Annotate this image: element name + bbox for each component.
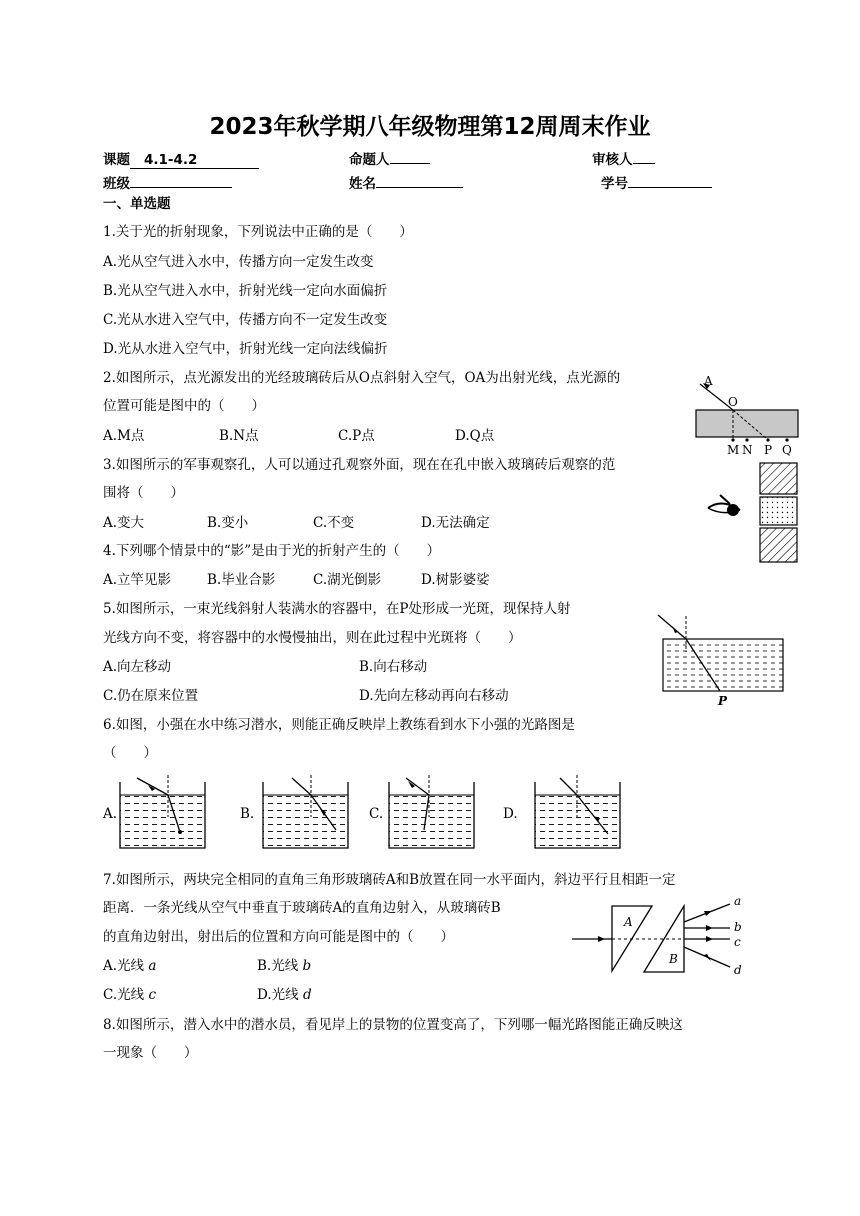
glass-brick [696, 410, 798, 437]
label-q: Q [782, 443, 792, 457]
q6-stem-line2: （ ） [103, 745, 157, 761]
point-p [766, 438, 769, 441]
q7-option-a[interactable] [103, 957, 156, 975]
name-blank[interactable] [376, 172, 463, 188]
q7-option-d-var: d [302, 987, 312, 1003]
q6-stem-line1: 6.如图，小强在水中练习潜水，则能正确反映岸上教练看到水下小强的光路图是 [103, 717, 575, 733]
q2-option-c[interactable]: C.P点 [338, 428, 375, 444]
q8-stem-line2: 一现象（ ） [103, 1045, 198, 1061]
point-m [731, 438, 734, 441]
label-ray-c: c [734, 935, 741, 949]
label-a: A [624, 915, 633, 929]
name-label: 姓名 [349, 176, 376, 192]
q6-option-a[interactable]: A. [103, 806, 118, 822]
eye-icon [708, 495, 740, 516]
wall-bottom [760, 528, 797, 562]
q7-stem-line3: 的直角边射出，射出后的位置和方向可能是图中的（ ） [103, 929, 454, 945]
q4-option-a[interactable]: A.立竿见影 [103, 572, 172, 588]
q1-stem: 1.关于光的折射现象，下列说法中正确的是（ ） [103, 224, 413, 240]
q7-stem-line1: 7.如图所示，两块完全相同的直角三角形玻璃砖A和B放置在同一水平面内，斜边平行且相距一定 [103, 872, 676, 888]
q5-option-d[interactable]: D.先向左移动再向右移动 [359, 688, 509, 704]
q2-glass-brick-figure [690, 372, 810, 462]
q6-figure-d [530, 772, 625, 852]
label-ray-b: b [734, 920, 742, 934]
reviewer-blank[interactable] [633, 148, 655, 164]
topic-field [103, 148, 259, 169]
label-a: A [704, 374, 713, 388]
q3-option-b[interactable]: B.变小 [207, 515, 249, 531]
student-id-label: 学号 [601, 176, 628, 192]
q7-option-d[interactable] [257, 986, 312, 1004]
q1-option-c[interactable]: C.光从水进入空气中，传播方向不一定发生改变 [103, 312, 388, 328]
q7-option-c-var: c [148, 987, 156, 1003]
q1-option-a[interactable]: A.光从空气进入水中，传播方向一定发生改变 [103, 254, 374, 270]
q6-option-d[interactable]: D. [503, 806, 518, 822]
q3-stem-line2: 围将（ ） [103, 485, 184, 501]
q3-option-a[interactable]: A.变大 [103, 515, 145, 531]
student-id-blank[interactable] [628, 172, 712, 188]
q7-option-c[interactable] [103, 986, 156, 1004]
author-blank[interactable] [390, 148, 430, 164]
wall-top [760, 463, 797, 494]
q5-stem-line2: 光线方向不变，将容器中的水慢慢抽出，则在此过程中光斑将（ ） [103, 630, 522, 646]
label-p: P [718, 694, 728, 708]
q6-option-b[interactable]: B. [240, 806, 255, 822]
q4-option-c[interactable]: C.湖光倒影 [313, 572, 382, 588]
q7-option-a-text: A.光线 [103, 958, 145, 974]
label-o: O [728, 395, 738, 409]
q4-option-b[interactable]: B.毕业合影 [207, 572, 276, 588]
label-n: N [742, 443, 753, 457]
q3-stem-line1: 3.如图所示的军事观察孔，人可以通过孔观察外面，现在在孔中嵌入玻璃砖后观察的范 [103, 457, 616, 473]
q4-option-d[interactable]: D.树影婆娑 [421, 572, 490, 588]
name-field [349, 172, 463, 192]
q7-stem-line2: 距离．一条光线从空气中垂直于玻璃砖A的直角边射入，从玻璃砖B [103, 900, 501, 916]
q8-stem-line1: 8.如图所示，潜入水中的潜水员，看见岸上的景物的位置变高了，下列哪一幅光路图能正确反映这 [103, 1017, 683, 1033]
label-m: M [727, 443, 740, 457]
q3-option-d[interactable]: D.无法确定 [421, 515, 490, 531]
label-ray-a: a [734, 894, 742, 908]
q6-figure-a [115, 772, 210, 852]
q6-figure-c [384, 772, 479, 852]
q5-water-container-figure [650, 612, 790, 712]
q5-option-a[interactable]: A.向左移动 [103, 659, 172, 675]
section-heading: 一、单选题 [103, 196, 171, 212]
q2-stem-line1: 2.如图所示，点光源发出的光经玻璃砖后从O点斜射入空气，OA为出射光线，点光源的 [103, 370, 621, 386]
q1-option-b[interactable]: B.光从空气进入水中，折射光线一定向水面偏折 [103, 283, 388, 299]
label-p: P [764, 443, 773, 457]
student-id-field [601, 172, 712, 192]
author-field [349, 148, 430, 168]
q7-option-d-text: D.光线 [257, 987, 299, 1003]
q5-option-c[interactable]: C.仍在原来位置 [103, 688, 199, 704]
q4-stem: 4.下列哪个情景中的“影”是由于光的折射产生的（ ） [103, 543, 441, 559]
q7-option-a-var: a [148, 958, 157, 974]
reviewer-label: 审核人 [592, 152, 633, 168]
container [663, 639, 783, 691]
point-n [745, 438, 748, 441]
arrow-icon [598, 936, 605, 942]
point-q [785, 438, 788, 441]
q3-option-c[interactable]: C.不变 [313, 515, 355, 531]
q6-figure-b [258, 772, 353, 852]
q3-observation-hole-figure [700, 460, 800, 570]
label-ray-d: d [734, 963, 742, 977]
q5-stem-line1: 5.如图所示，一束光线斜射人装满水的容器中，在P处形成一光斑，现保持人射 [103, 601, 571, 617]
q2-option-d[interactable]: D.Q点 [455, 428, 495, 444]
incident-ray [658, 615, 686, 639]
class-field [103, 172, 232, 192]
q6-option-c[interactable]: C. [369, 806, 384, 822]
q2-option-b[interactable]: B.N点 [219, 428, 259, 444]
label-b: B [669, 952, 678, 966]
glass-brick [760, 497, 797, 525]
topic-value: 4.1-4.2 [130, 153, 259, 169]
page-title: 2023年秋学期八年级物理第12周周末作业 [209, 114, 651, 140]
q7-prism-figure [572, 892, 772, 982]
q7-option-b-text: B.光线 [257, 958, 299, 974]
q5-option-b[interactable]: B.向右移动 [359, 659, 428, 675]
q7-option-b[interactable] [257, 957, 311, 975]
q1-option-d[interactable]: D.光从水进入空气中，折射光线一定向法线偏折 [103, 341, 388, 357]
q2-stem-line2: 位置可能是图中的（ ） [103, 398, 265, 414]
q7-option-c-text: C.光线 [103, 987, 145, 1003]
arrow-icon [672, 626, 678, 633]
topic-label: 课题 [103, 152, 130, 168]
class-blank[interactable] [130, 172, 232, 188]
class-label: 班级 [103, 176, 130, 192]
q7-option-b-var: b [302, 958, 312, 974]
reviewer-field [592, 148, 655, 168]
author-label: 命题人 [349, 152, 390, 168]
q2-option-a[interactable]: A.M点 [103, 428, 145, 444]
